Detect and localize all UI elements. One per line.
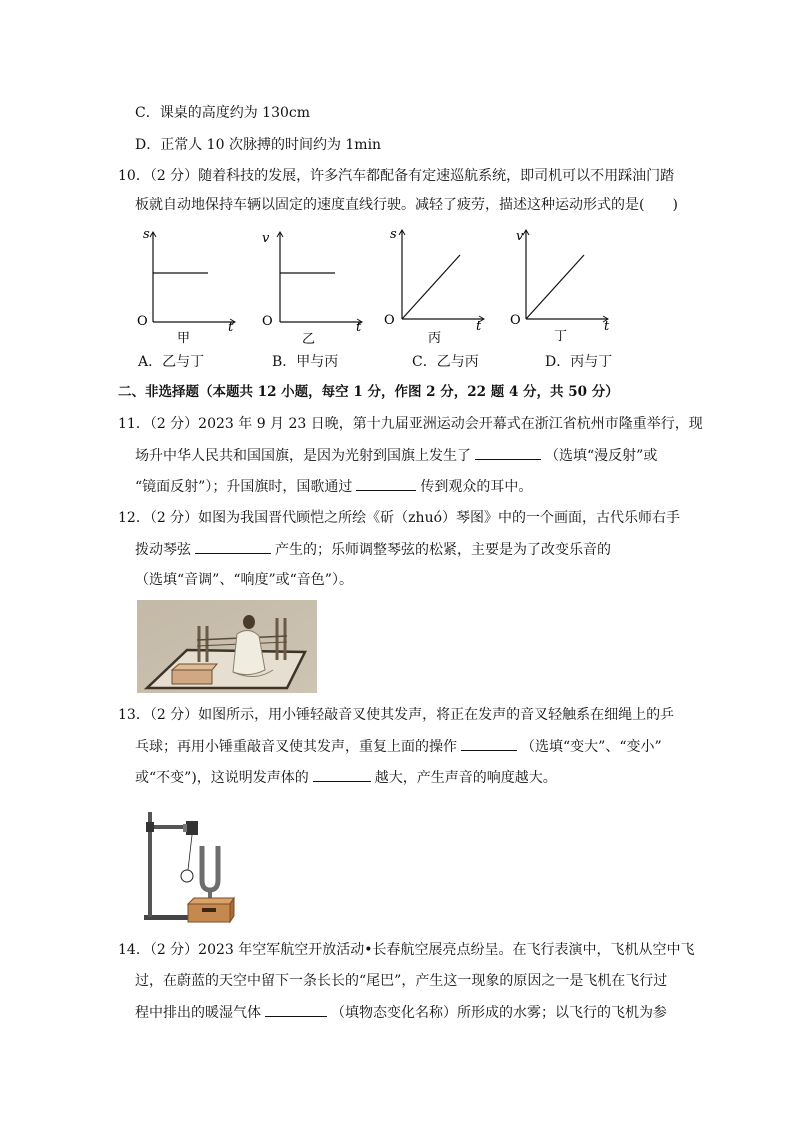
graph-ding-xaxis: t (604, 319, 610, 334)
graph-ding-caption: 丁 (554, 329, 568, 344)
q13-line1: 13．（2 分）如图所示，用小锤轻敲音叉使其发声，将正在发声的音叉轻触系在细绳上的乒 (118, 707, 675, 723)
q13-line2-text: 乓球；再用小锤重敲音叉使其发声，重复上面的操作 (135, 739, 457, 755)
q14-line2: 过，在蔚蓝的天空中留下一条长长的“尾巴”，产生这一现象的原因之一是飞机在飞行过 (135, 973, 668, 989)
graph-yi-caption: 乙 (302, 332, 316, 347)
graph-yi (262, 222, 377, 347)
q10-option-d: D．丙与丁 (545, 354, 613, 370)
q13-line2 (135, 736, 662, 757)
graph-bing-xaxis: t (476, 319, 482, 334)
q13-blank-2[interactable] (313, 767, 371, 782)
q11-line3 (135, 476, 532, 497)
q11-line2 (135, 445, 657, 466)
graph-yi-xaxis: t (356, 320, 362, 335)
graph-jia-yaxis: s (143, 227, 150, 242)
q10-option-b: B．甲与丙 (272, 354, 339, 370)
graph-bing-origin: O (384, 313, 395, 328)
graph-yi-yaxis: v (262, 231, 270, 246)
zhuo-qin-painting (137, 600, 317, 693)
section-2-header: 二、非选择题（本题共 12 小题，每空 1 分，作图 2 分，22 题 4 分，共 50 分） (118, 384, 619, 400)
q9-option-d: D．正常人 10 次脉搏的时间约为 1min (135, 137, 382, 153)
q11-blank-1[interactable] (475, 445, 541, 460)
q11-line2-text: 场升中华人民共和国国旗，是因为光射到国旗上发生了 (135, 448, 471, 464)
q14-line1: 14．（2 分）2023 年空军航空开放活动•长春航空展亮点纷呈。在飞行表演中，飞机从空中飞 (118, 942, 695, 958)
q11-blank-2[interactable] (356, 476, 416, 491)
q14-line3-text: 程中排出的暖湿气体 (135, 1005, 261, 1021)
q14-line3 (135, 1002, 667, 1023)
q14-blank-1[interactable] (265, 1002, 327, 1017)
q12-line3: （选填“音调”、“响度”或“音色”）。 (135, 572, 353, 588)
graph-jia-caption: 甲 (177, 331, 191, 346)
q10-stem-line2: 板就自动地保持车辆以固定的速度直线行驶。减轻了疲劳，描述这种运动形式的是( ) (135, 197, 678, 213)
graph-ding (508, 222, 623, 347)
q14-line3-tail: （填物态变化名称）所形成的水雾；以飞行的飞机为参 (331, 1005, 667, 1021)
q11-line2-tail: （选填“漫反射”或 (545, 448, 658, 464)
q13-line3-tail: 越大，产生声音的响度越大。 (374, 770, 557, 786)
q11-line1: 11．（2 分）2023 年 9 月 23 日晚，第十九届亚洲运动会开幕式在浙江省杭州市隆重举行，现 (118, 416, 703, 432)
graph-ding-origin: O (510, 313, 521, 328)
graph-jia-xaxis: t (228, 320, 234, 335)
graph-jia (135, 222, 250, 347)
q12-line1: 12．（2 分）如图为我国晋代顾恺之所绘《斫（zhuó）琴图》中的一个画面，古代乐师右手 (118, 510, 681, 526)
q12-line2-tail: 产生的；乐师调整琴弦的松紧，主要是为了改变乐音的 (275, 542, 611, 558)
q10-option-a: A．乙与丁 (138, 354, 205, 370)
q12-line2-text: 拨动琴弦 (135, 542, 191, 558)
q13-blank-1[interactable] (461, 736, 517, 751)
q13-line3 (135, 767, 557, 788)
q11-line3-tail: 传到观众的耳中。 (420, 479, 533, 495)
graph-bing-caption: 丙 (428, 331, 442, 346)
tuning-fork-apparatus (138, 800, 238, 930)
q10-stem-line1: 10．（2 分）随着科技的发展，许多汽车都配备有定速巡航系统，即司机可以不用踩油门踏 (118, 168, 675, 184)
q9-option-c: C．课桌的高度约为 130cm (135, 105, 310, 121)
q11-line3-text: “镜面反射”）；升国旗时，国歌通过 (135, 479, 353, 495)
q13-line2-tail: （选填“变大”、“变小” (521, 739, 662, 755)
graph-bing-yaxis: s (390, 227, 397, 242)
q10-option-c: C．乙与丙 (412, 354, 479, 370)
q13-line3-text: 或“不变”)，这说明发声体的 (135, 770, 309, 786)
graph-ding-yaxis: v (516, 229, 524, 244)
graph-bing (384, 222, 499, 347)
graph-jia-origin: O (137, 314, 148, 329)
q12-line2 (135, 539, 611, 560)
q12-blank-1[interactable] (195, 539, 271, 554)
graph-yi-origin: O (262, 314, 273, 329)
